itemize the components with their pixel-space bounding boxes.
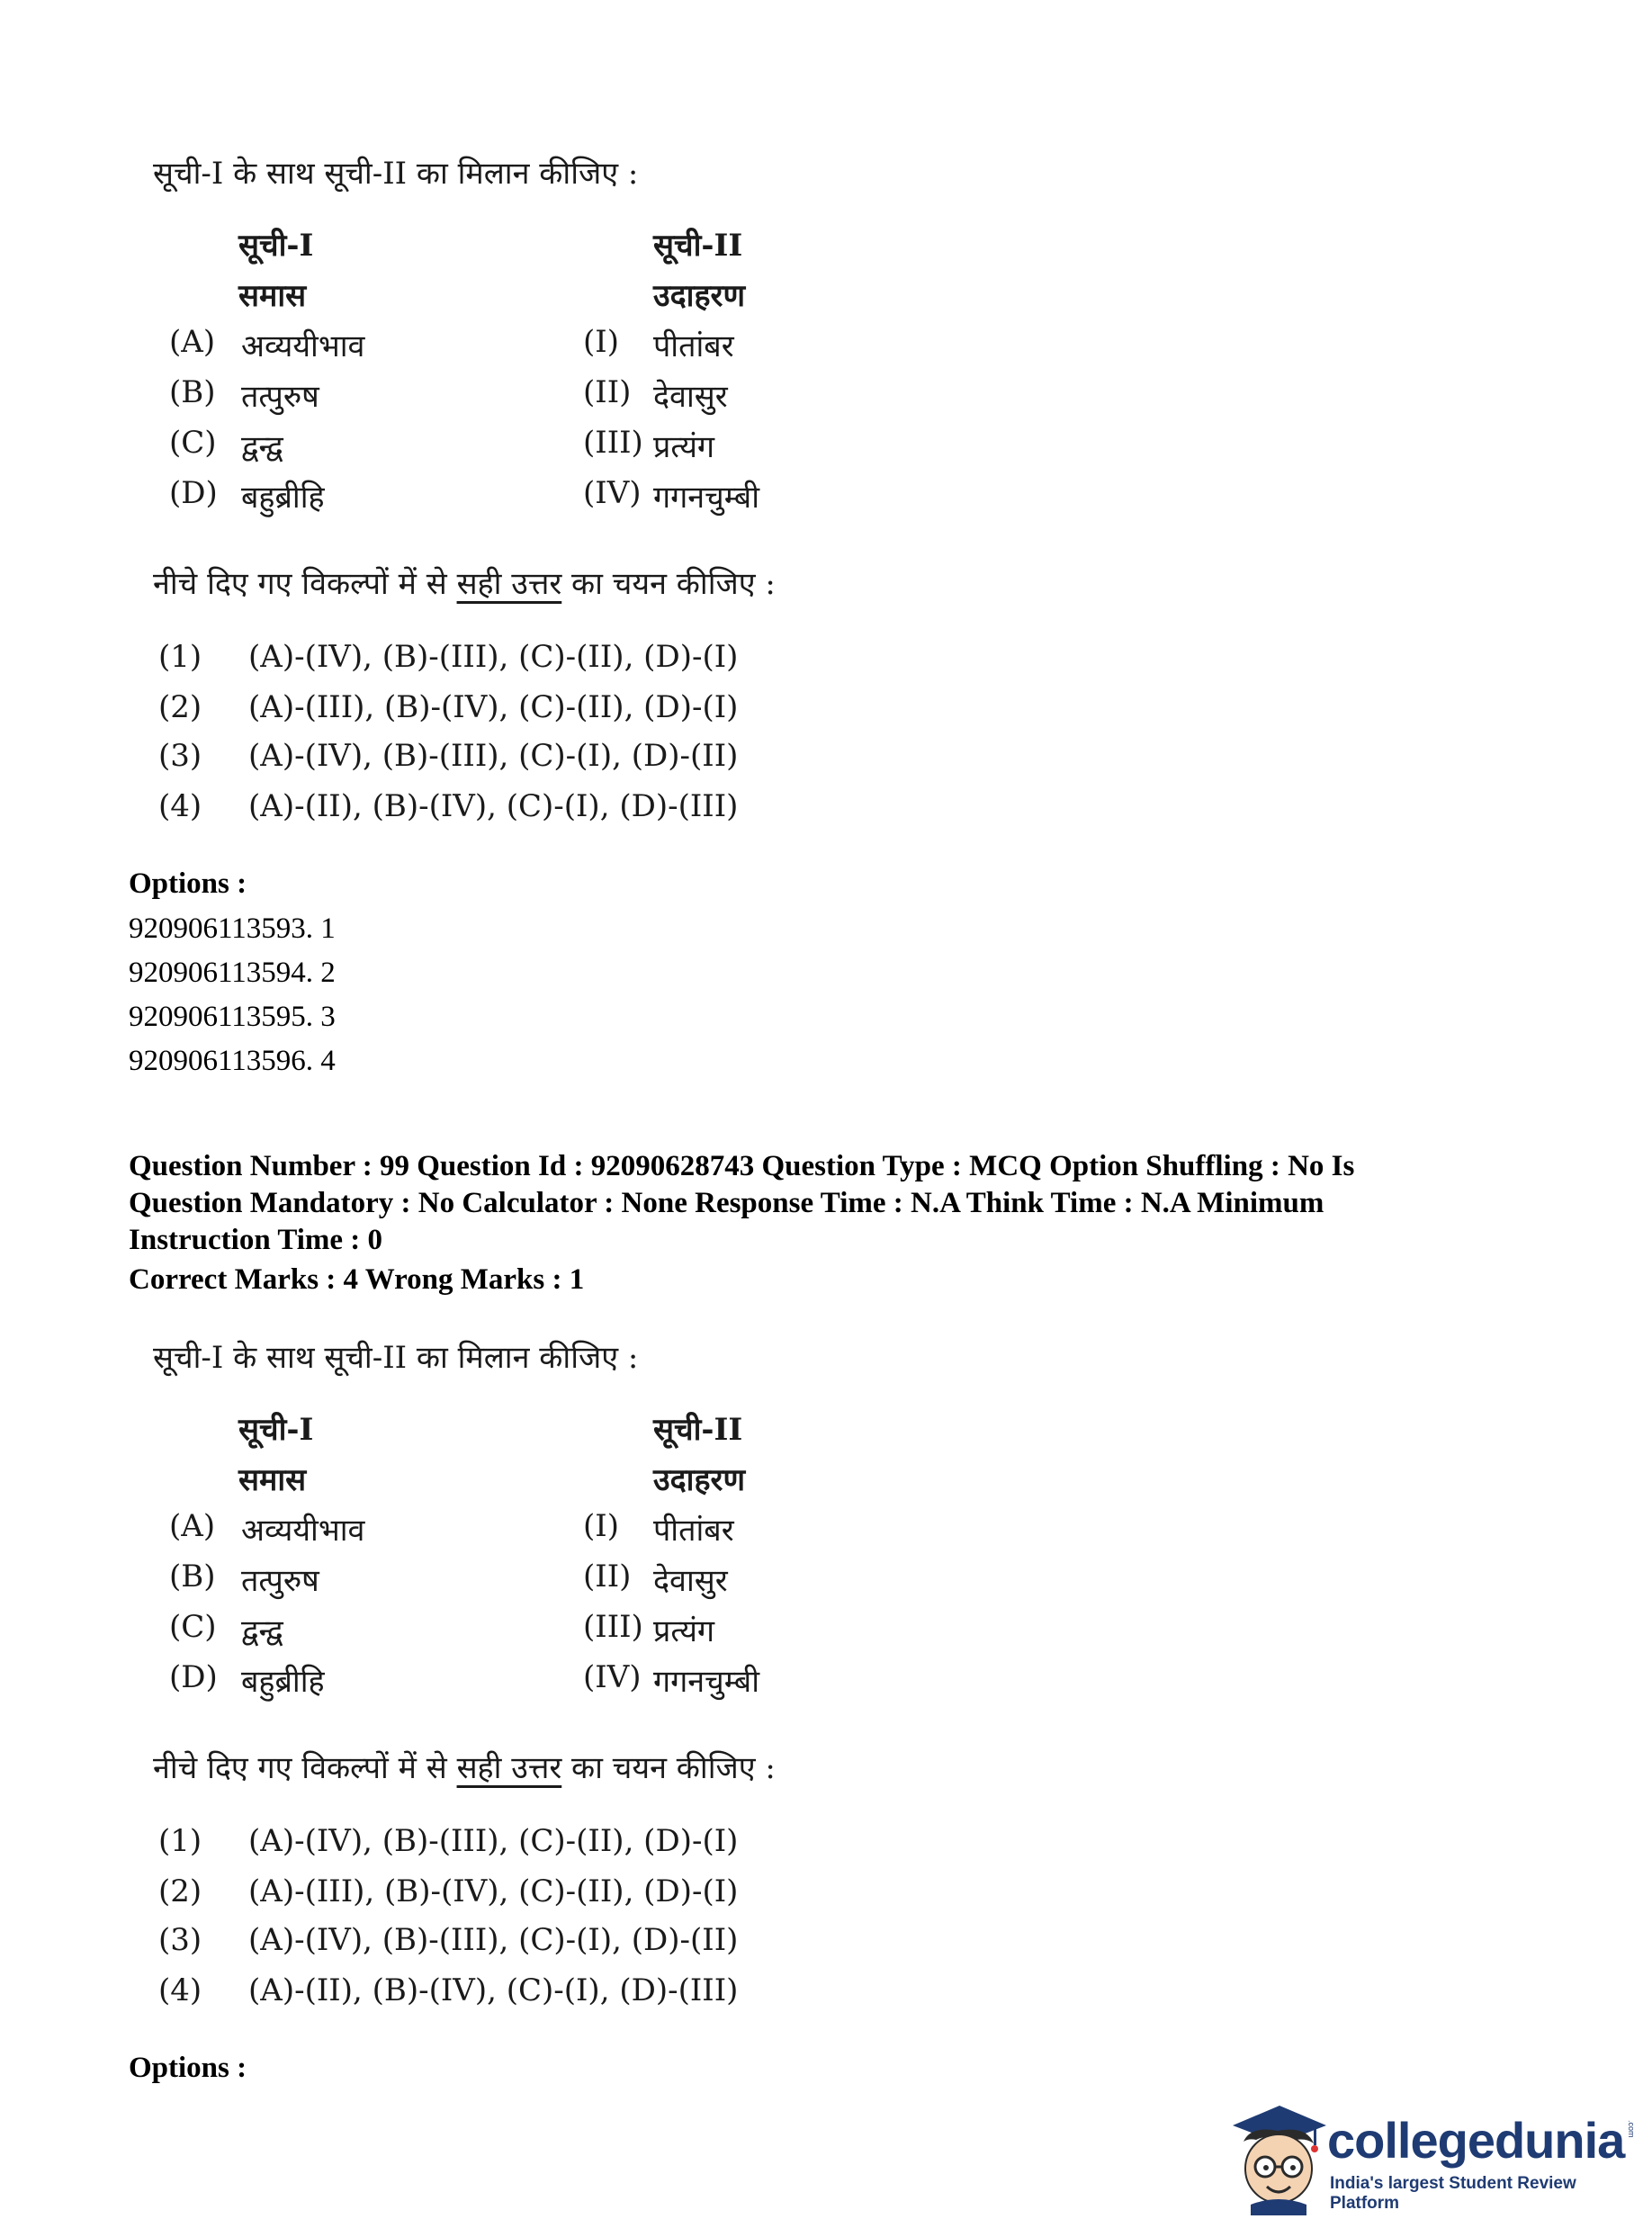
choice-text: (A)-(III), (B)-(IV), (C)-(II), (D)-(I): [248, 1873, 739, 1909]
choice-number: (3): [158, 1922, 202, 1958]
logo-wordmark: collegedunia: [1327, 2112, 1625, 2169]
instruction-underlined: सही उत्तर: [456, 1750, 562, 1786]
list2-item: पीतांबर: [653, 328, 734, 364]
option-id: 920906113593. 1: [129, 912, 336, 945]
list2-label: (IV): [583, 1659, 642, 1695]
choice-text: (A)-(III), (B)-(IV), (C)-(II), (D)-(I): [248, 689, 739, 725]
choice-number: (4): [158, 1972, 202, 2008]
list1-label: (C): [169, 1609, 217, 1645]
list1-item: द्वन्द्व: [241, 429, 283, 465]
mascot-icon: [1224, 2098, 1332, 2215]
list2-label: (III): [583, 425, 643, 461]
choice-number: (2): [158, 689, 202, 725]
instruction-post: का चयन कीजिए :: [561, 566, 776, 602]
list2-title: सूची-II: [653, 228, 743, 264]
list1-item: तत्पुरुष: [241, 379, 319, 415]
list1-label: (A): [169, 324, 216, 360]
instruction-underlined: सही उत्तर: [456, 566, 562, 602]
logo-domain-suffix: .com: [1627, 2120, 1636, 2138]
list2-subtitle: उदाहरण: [653, 1462, 746, 1498]
list1-title: सूची-I: [238, 1412, 314, 1448]
list2-label: (III): [583, 1609, 643, 1645]
instruction-pre: नीचे दिए गए विकल्पों में से: [153, 1750, 457, 1786]
list2-item: गगनचुम्बी: [653, 1664, 760, 1700]
list1-item: अव्ययीभाव: [241, 1513, 365, 1549]
choice-number: (3): [158, 738, 202, 774]
instruction-post: का चयन कीजिए :: [561, 1750, 776, 1786]
list1-label: (A): [169, 1508, 216, 1544]
list1-item: तत्पुरुष: [241, 1563, 319, 1599]
list2-label: (II): [583, 1559, 632, 1595]
instruction-pre: नीचे दिए गए विकल्पों में से: [153, 566, 457, 602]
marks-info: Correct Marks : 4 Wrong Marks : 1: [129, 1263, 585, 1296]
list2-item: देवासुर: [653, 379, 728, 415]
list2-item: प्रत्यंग: [653, 429, 715, 465]
list1-title: सूची-I: [238, 228, 314, 264]
question-meta-line: Instruction Time : 0: [129, 1224, 383, 1256]
list2-item: पीतांबर: [653, 1513, 734, 1549]
list1-label: (D): [169, 1659, 218, 1695]
choice-text: (A)-(II), (B)-(IV), (C)-(I), (D)-(III): [248, 1972, 739, 2008]
list1-item: अव्ययीभाव: [241, 328, 365, 364]
list1-subtitle: समास: [238, 278, 307, 314]
list1-item: द्वन्द्व: [241, 1613, 283, 1649]
question-meta-line: Question Mandatory : No Calculator : None Response Time : N.A Think Time : N.A Minimum: [129, 1187, 1324, 1219]
list1-label: (D): [169, 475, 218, 511]
logo-tagline: India's largest Student Review Platform: [1330, 2174, 1576, 2213]
list1-label: (C): [169, 425, 217, 461]
choice-number: (4): [158, 788, 202, 824]
match-intro: सूची-I के साथ सूची-II का मिलान कीजिए :: [153, 156, 639, 192]
list2-item: गगनचुम्बी: [653, 480, 760, 516]
question-meta: [129, 1148, 1496, 1259]
choice-text: (A)-(IV), (B)-(III), (C)-(II), (D)-(I): [248, 1823, 739, 1859]
list2-title: सूची-II: [653, 1412, 743, 1448]
list1-label: (B): [169, 374, 216, 410]
choice-text: (A)-(IV), (B)-(III), (C)-(II), (D)-(I): [248, 639, 739, 675]
choice-number: (2): [158, 1873, 202, 1909]
match-intro: सूची-I के साथ सूची-II का मिलान कीजिए :: [153, 1340, 639, 1376]
collegedunia-logo: [1224, 2098, 1638, 2215]
choice-number: (1): [158, 639, 202, 675]
list2-item: देवासुर: [653, 1563, 728, 1599]
choice-text: (A)-(II), (B)-(IV), (C)-(I), (D)-(III): [248, 788, 739, 824]
option-id: 920906113594. 2: [129, 957, 336, 989]
choice-number: (1): [158, 1823, 202, 1859]
list1-item: बहुब्रीहि: [241, 1664, 325, 1700]
list1-item: बहुब्रीहि: [241, 480, 325, 516]
list1-subtitle: समास: [238, 1462, 307, 1498]
list2-label: (IV): [583, 475, 642, 511]
options-label: Options :: [129, 867, 247, 900]
list2-label: (I): [583, 324, 619, 360]
options-label: Options :: [129, 2052, 247, 2084]
list2-label: (II): [583, 374, 632, 410]
option-id: 920906113596. 4: [129, 1045, 336, 1077]
list2-subtitle: उदाहरण: [653, 278, 746, 314]
instruction: [153, 561, 776, 603]
instruction: [153, 1746, 776, 1787]
option-id: 920906113595. 3: [129, 1001, 336, 1033]
list1-label: (B): [169, 1559, 216, 1595]
list2-label: (I): [583, 1508, 619, 1544]
list2-item: प्रत्यंग: [653, 1613, 715, 1649]
question-meta-line: Question Number : 99 Question Id : 92090628743 Question Type : MCQ Option Shuffling : No Is: [129, 1150, 1355, 1182]
choice-text: (A)-(IV), (B)-(III), (C)-(I), (D)-(II): [248, 738, 739, 774]
choice-text: (A)-(IV), (B)-(III), (C)-(I), (D)-(II): [248, 1922, 739, 1958]
